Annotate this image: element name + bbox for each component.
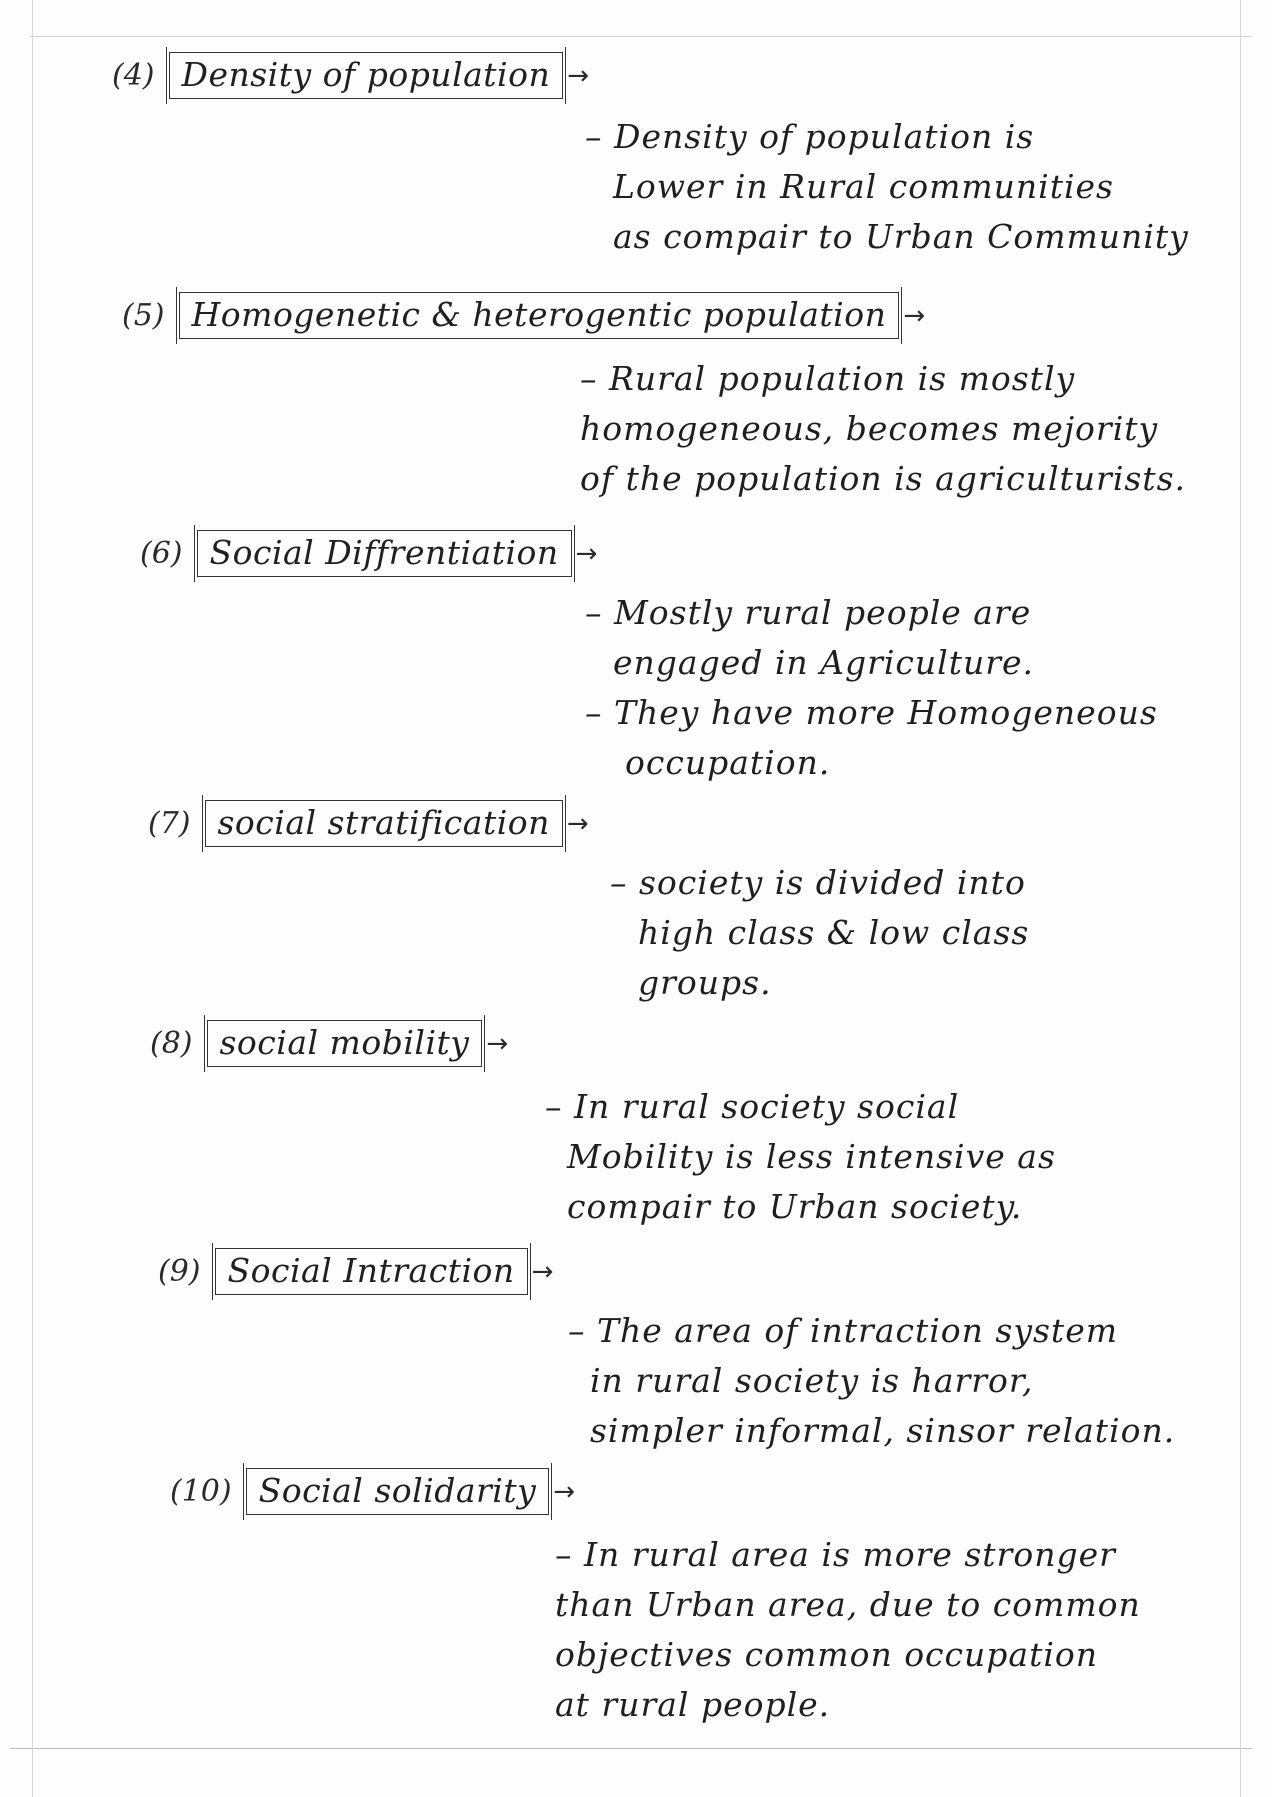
description-line: – In rural society social [545,1087,960,1126]
description-line: compair to Urban society. [567,1187,1023,1226]
item-description [585,588,1158,788]
page-rule-top [30,36,1252,37]
description-line: – The area of intraction system [568,1311,1119,1350]
description-line: – They have more Homogeneous [585,693,1158,732]
item-description [585,112,1189,262]
item-number: (7) [148,806,191,841]
page-margin-right [1240,0,1241,1797]
item-number: (4) [112,58,155,93]
description-line: – In rural area is more stronger [555,1535,1116,1574]
arrow-icon: → [567,60,590,91]
description-line: engaged in Agriculture. [613,643,1035,682]
description-line: in rural society is harror, [590,1361,1034,1400]
item-number: (8) [150,1026,193,1061]
description-line: of the population is agriculturists. [580,459,1186,498]
item-number: (6) [140,536,183,571]
item-title: social mobility [207,1020,483,1067]
item-number: (9) [158,1254,201,1289]
description-line: – Rural population is mostly [580,359,1076,398]
description-line: – Density of population is [585,117,1035,156]
item-heading [158,1248,553,1295]
item-heading [170,1468,575,1515]
description-line: – society is divided into [610,863,1026,902]
item-heading [122,292,925,339]
description-line: occupation. [625,743,831,782]
item-description [568,1306,1175,1456]
description-line: as compair to Urban Community [613,217,1189,256]
item-heading [150,1020,508,1067]
description-line: simpler informal, sinsor relation. [590,1411,1176,1450]
item-title: social stratification [205,800,563,847]
item-title: Social Intraction [215,1248,528,1295]
item-number: (10) [170,1474,232,1509]
description-line: homogeneous, becomes mejority [580,409,1159,448]
arrow-icon: → [575,538,598,569]
item-description [555,1530,1141,1730]
arrow-icon: → [903,300,926,331]
arrow-icon: → [553,1476,576,1507]
description-line: Lower in Rural communities [613,167,1114,206]
description-line: – Mostly rural people are [585,593,1032,632]
description-line: objectives common occupation [555,1635,1099,1674]
description-line: than Urban area, due to common [555,1585,1141,1624]
item-description [610,858,1029,1008]
description-line: at rural people. [555,1685,831,1724]
description-line: groups. [638,963,772,1002]
item-number: (5) [122,298,165,333]
page-rule-bottom [10,1748,1252,1749]
item-heading [148,800,589,847]
item-description [545,1082,1056,1232]
item-title: Density of population [169,52,564,99]
description-line: Mobility is less intensive as [567,1137,1056,1176]
item-title: Social Diffrentiation [197,530,572,577]
item-description [580,354,1186,504]
item-heading [112,52,589,99]
item-heading [140,530,597,577]
item-title: Social solidarity [246,1468,550,1515]
item-title: Homogenetic & heterogentic population [179,292,900,339]
arrow-icon: → [486,1028,509,1059]
arrow-icon: → [566,808,589,839]
description-line: high class & low class [638,913,1030,952]
arrow-icon: → [531,1256,554,1287]
page-margin-left [32,0,33,1797]
